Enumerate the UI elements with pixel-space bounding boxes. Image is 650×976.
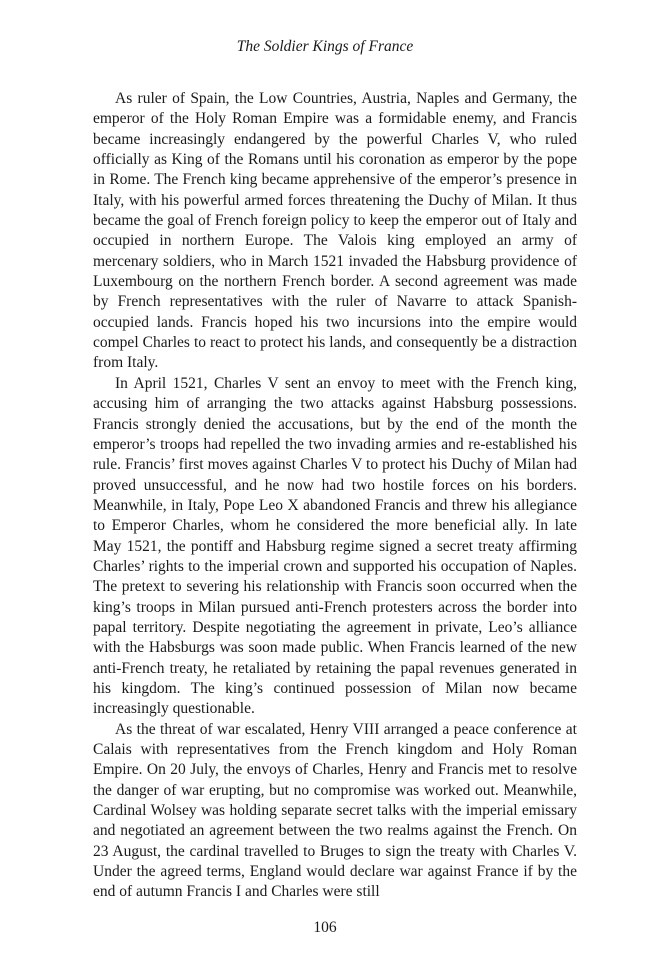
page-number: 106: [313, 919, 337, 936]
paragraph: As ruler of Spain, the Low Countries, Austria, Naples and Germany, the emperor of the Holy Roman Empire was a formidable enemy, and Francis became increasingly endangered by the powerful Charles V, who ruled officially as King of the Romans until his coronation as emperor by the pope in Rome. The French king became apprehensive of the emperor’s presence in Italy, with his powerful armed forces threatening the Duchy of Milan. It thus became the goal of French foreign policy to keep the emperor out of Italy and occupied in northern Europe. The Valois king employed an army of mercenary soldiers, who in March 1521 invaded the Habsburg providence of Luxembourg on the northern French border. A second agreement was made by French representatives with the ruler of Navarre to attack Spanish-occupied lands. Francis hoped his two incursions into the empire would compel Charles to react to protect his lands, and consequently be a distraction from Italy.: [93, 90, 577, 372]
paragraph: In April 1521, Charles V sent an envoy to meet with the French king, accusing him of arranging the two attacks against Habsburg possessions. Francis strongly denied the accusations, but by the end of the month the emperor’s troops had repelled the two invading armies and re-established his rule. Francis’ first moves against Charles V to protect his Duchy of Milan had proved unsuccessful, and he now had two hostile forces on his borders. Meanwhile, in Italy, Pope Leo X abandoned Francis and threw his allegiance to Emperor Charles, whom he considered the more beneficial ally. In late May 1521, the pontiff and Habsburg regime signed a secret treaty affirming Charles’ rights to the imperial crown and supported his occupation of Naples. The pretext to severing his relationship with Francis soon occurred when the king’s troops in Milan pursued anti-French protesters across the border into papal territory. Despite negotiating the agreement in private, Leo’s alliance with the Habsburgs was soon made public. When Francis learned of the new anti-French treaty, he retaliated by retaining the papal revenues generated in his kingdom. The king’s continued possession of Milan now became increasingly questionable.: [93, 374, 577, 718]
paragraph: As the threat of war escalated, Henry VIII arranged a peace conference at Calais with representatives from the French kingdom and Holy Roman Empire. On 20 July, the envoys of Charles, Henry and Francis met to resolve the danger of war erupting, but no compromise was worked out. Meanwhile, Cardinal Wolsey was holding separate secret talks with the imperial emissary and negotiated an agreement between the two realms against the French. On 23 August, the cardinal travelled to Bruges to sign the treaty with Charles V. Under the agreed terms, England would declare war against France if by the end of autumn Francis I and Charles were still: [93, 720, 577, 901]
body-text: [93, 89, 577, 903]
running-head: The Soldier Kings of France: [236, 38, 414, 55]
